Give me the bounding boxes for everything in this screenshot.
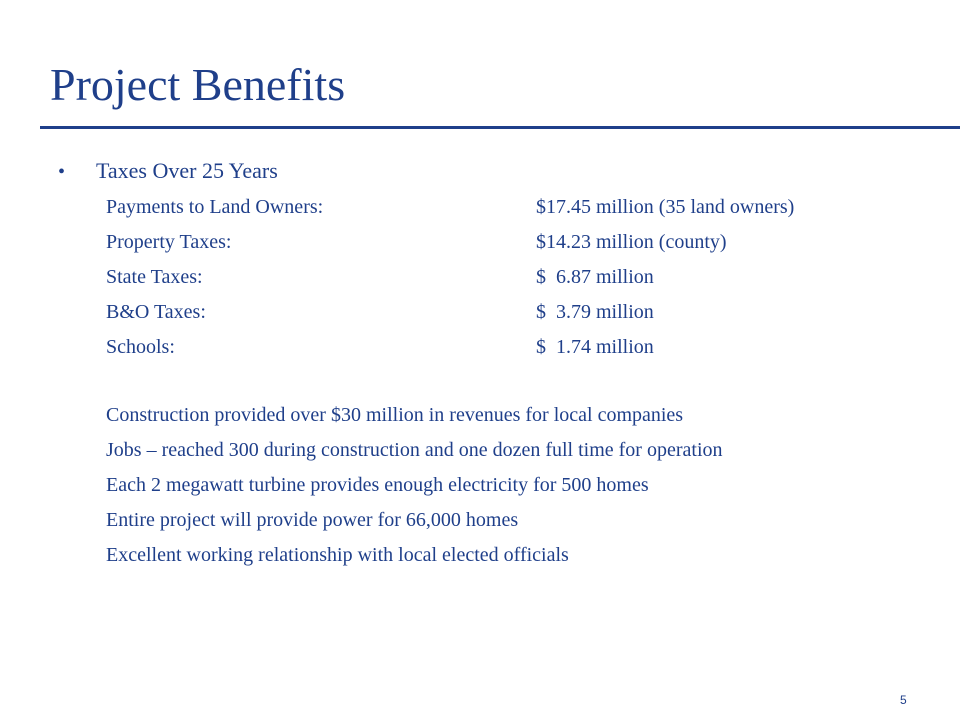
note-line: Construction provided over $30 million in revenues for local companies — [106, 404, 684, 426]
tax-value: $ 6.87 million — [536, 266, 654, 288]
note-line: Jobs – reached 300 during construction and one dozen full time for operation — [106, 439, 723, 461]
tax-value: $ 3.79 million — [536, 301, 654, 323]
note-line: Each 2 megawatt turbine provides enough electricity for 500 homes — [106, 474, 649, 496]
tax-value: $ 1.74 million — [536, 336, 654, 358]
tax-label: State Taxes: — [106, 266, 203, 288]
tax-label: Schools: — [106, 336, 175, 358]
tax-label: Payments to Land Owners: — [106, 196, 324, 218]
slide-title: Project Benefits — [50, 59, 346, 110]
tax-value: $17.45 million (35 land owners) — [536, 196, 795, 218]
title-divider — [40, 126, 960, 129]
page-number: 5 — [900, 693, 907, 707]
note-line: Entire project will provide power for 66,000 homes — [106, 509, 519, 531]
bullet-item-taxes — [58, 160, 278, 182]
tax-value: $14.23 million (county) — [536, 231, 727, 253]
note-line: Excellent working relationship with local elected officials — [106, 544, 569, 566]
benefit-notes — [106, 405, 723, 580]
tax-label: B&O Taxes: — [106, 301, 206, 323]
bullet-marker: • — [58, 161, 66, 183]
bullet-heading: Taxes Over 25 Years — [96, 158, 278, 183]
tax-label: Property Taxes: — [106, 231, 232, 253]
